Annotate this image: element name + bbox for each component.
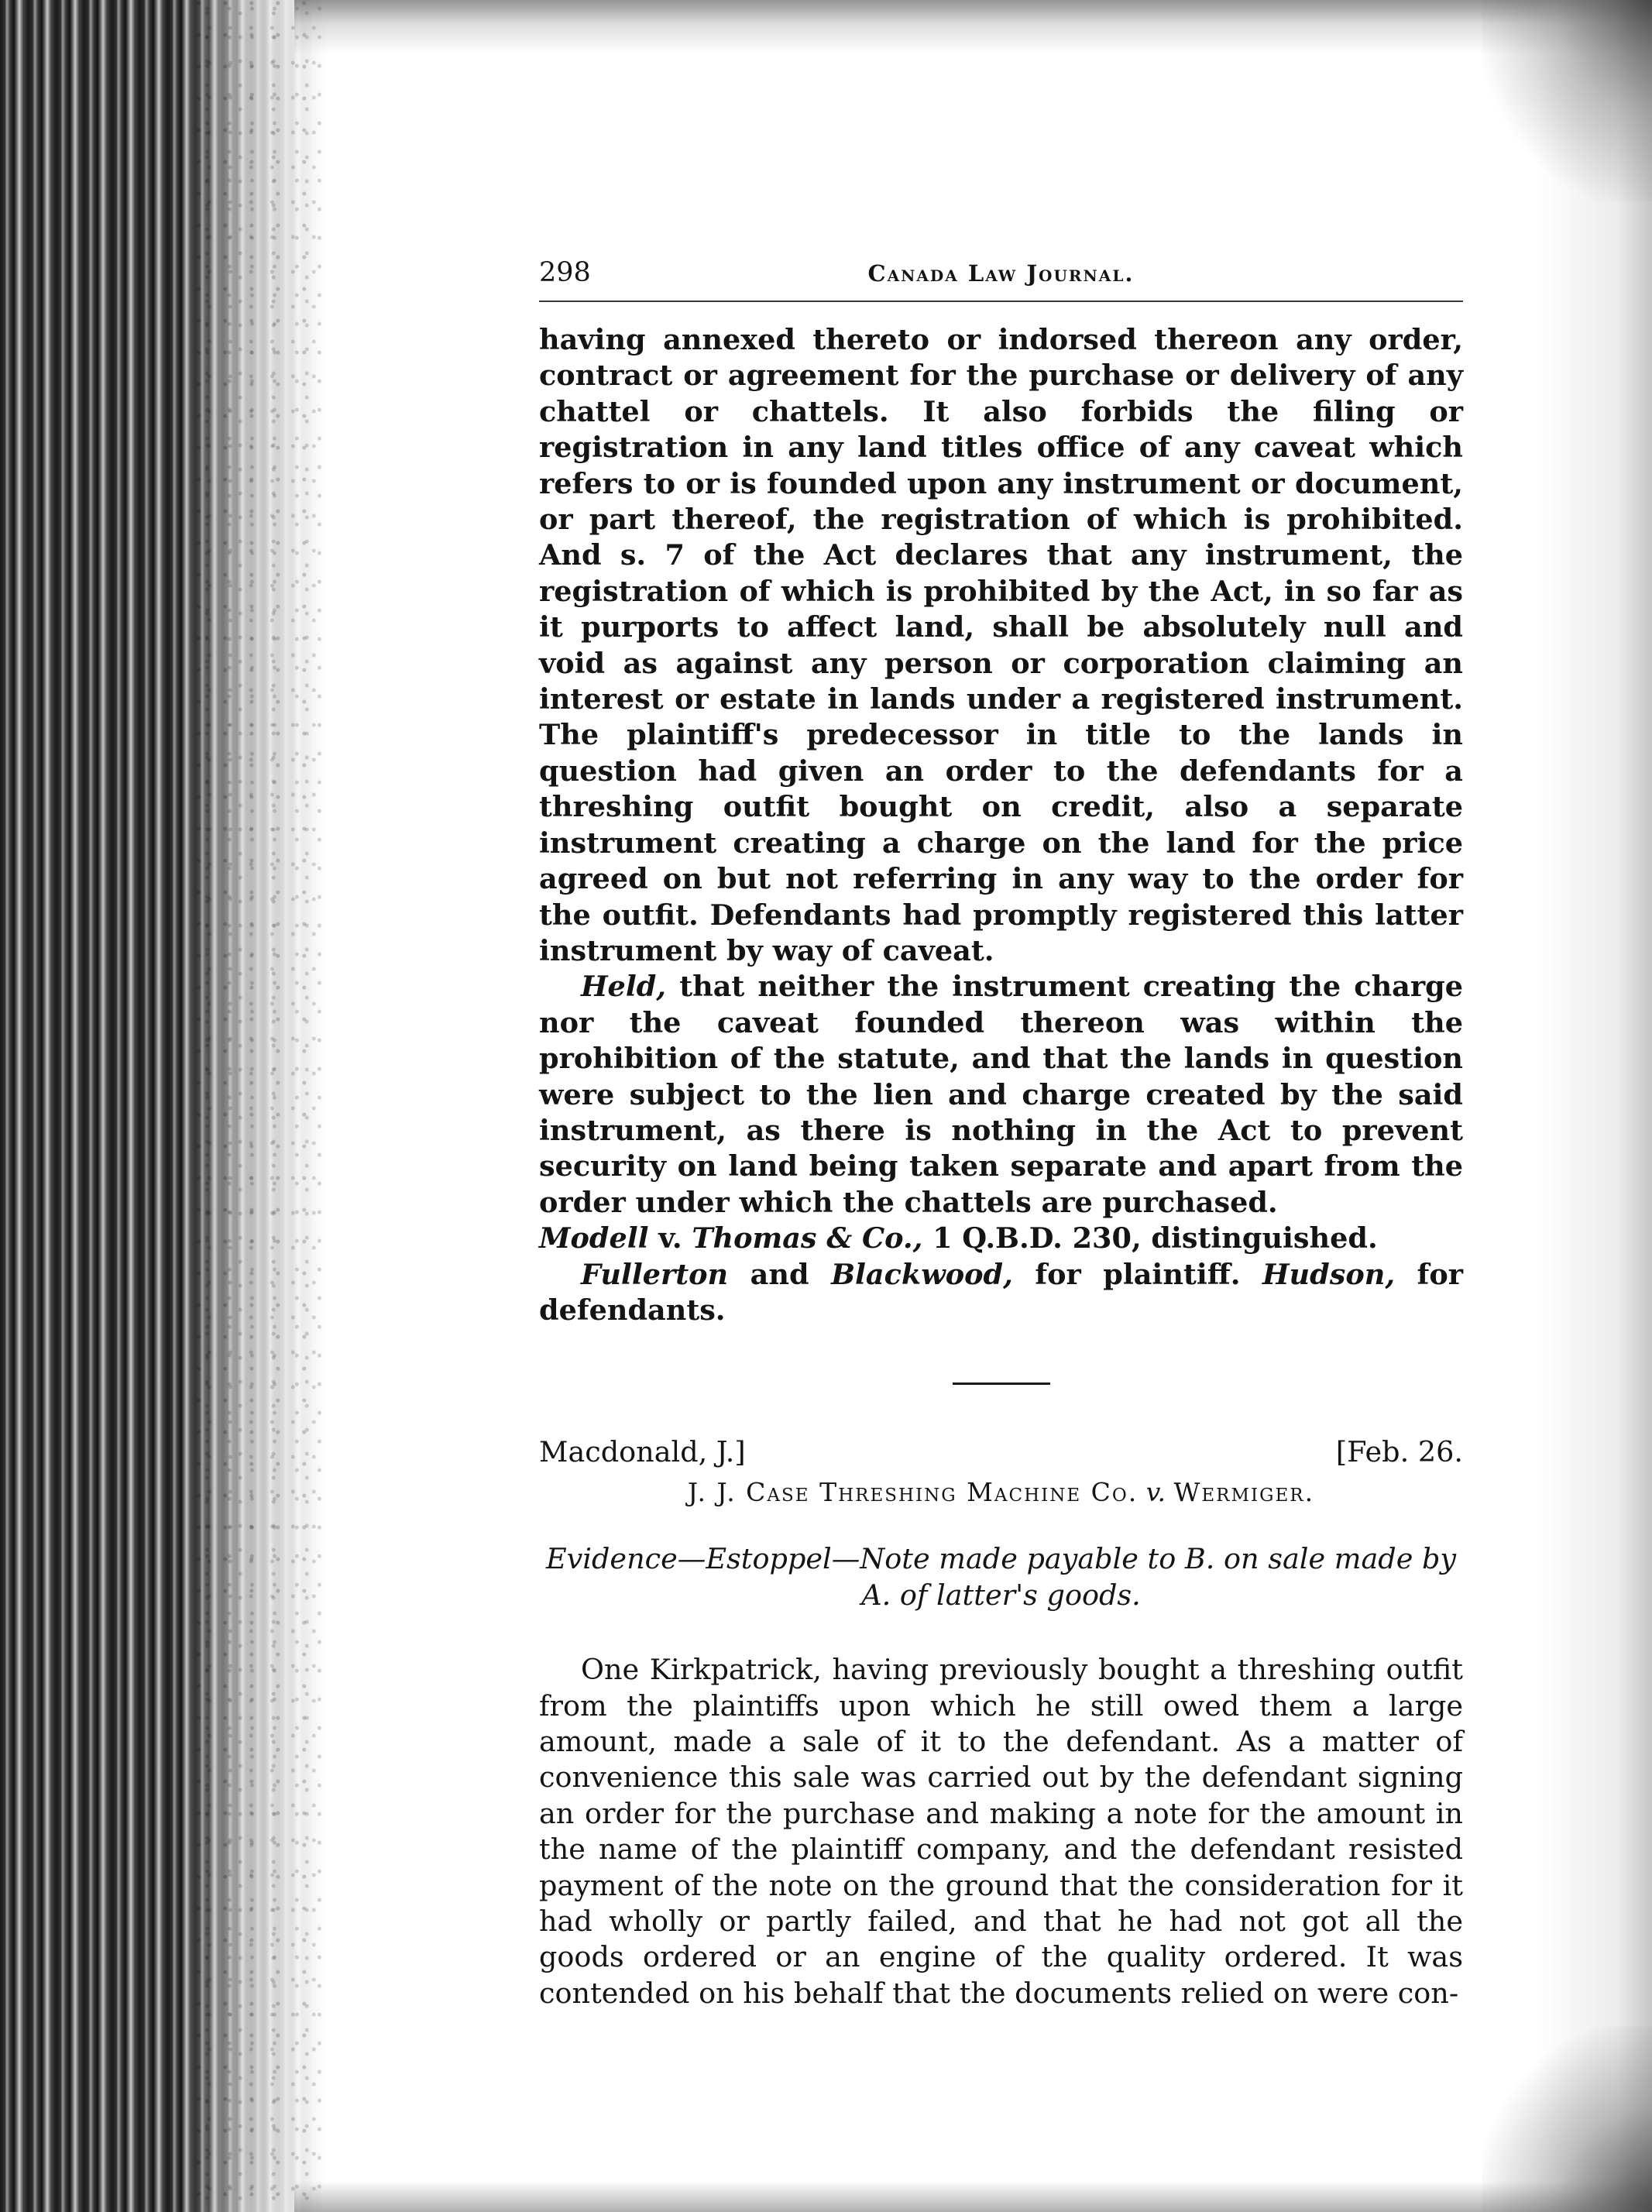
counsel-name-3: Hudson, bbox=[1262, 1257, 1396, 1291]
case2-date: [Feb. 26. bbox=[1335, 1435, 1463, 1469]
running-head: Canada Law Journal. bbox=[867, 260, 1135, 287]
case2-party-a: J. J. Case Threshing Machine Co. bbox=[687, 1477, 1139, 1508]
cited-case-a: Modell bbox=[539, 1221, 649, 1255]
scan-speckle bbox=[194, 0, 325, 2212]
headnote-line-2: A. of latter's goods. bbox=[861, 1578, 1141, 1612]
scan-bottom-edge bbox=[294, 2181, 1652, 2212]
counsel-for-plaintiff: for plaintiff. bbox=[1012, 1257, 1262, 1291]
counsel-and: and bbox=[728, 1257, 832, 1291]
section-divider bbox=[953, 1382, 1050, 1385]
held-label: Held, bbox=[581, 970, 667, 1004]
scan-corner-top-right bbox=[1482, 0, 1652, 201]
cited-rest: 1 Q.B.D. 230, distinguished. bbox=[922, 1221, 1378, 1255]
case1-counsel bbox=[539, 1257, 1463, 1329]
scan-top-edge bbox=[294, 0, 1652, 54]
case2-court-line bbox=[539, 1434, 1463, 1470]
case2-versus: v. bbox=[1138, 1477, 1174, 1508]
case2-headnote bbox=[539, 1541, 1463, 1613]
journal-page bbox=[539, 246, 1463, 2011]
case1-continuation: having annexed thereto or indorsed thereon any order, contract or agreement for the purchase or delivery of any chattel or chattels. It also forbids the filing or registration in any land titles office of any caveat which refers to or is founded upon any instrument or document, or part thereof, the registration of which is prohibited. And s. 7 of the Act declares that any instrument, the registration of which is prohibited by the Act, in so far as it purports to affect land, shall be absolutely null and void as against any person or corporation claiming an interest or estate in lands under a registered instrument. The plaintiff's predecessor in title to the lands in question had given an order to the defendants for a threshing outfit bought on credit, also a separate instrument creating a charge on the land for the price agreed on but not referring in any way to the order for the outfit. Defendants had promptly registered this latter instrument by way of caveat. bbox=[539, 323, 1463, 967]
header-rule bbox=[539, 301, 1463, 302]
case2-title bbox=[539, 1475, 1463, 1510]
held-text: that neither the instrument creating the charge nor the caveat founded thereon was within the prohibition of the statute, and that the lands in question were subject to the lien and charge created by the said instrument, as there is nothing in the Act to prevent security on land being taken separate and apart from the order under which the chattels are purchased. bbox=[539, 970, 1463, 1219]
counsel-name-2: Blackwood, bbox=[831, 1257, 1013, 1291]
cited-v: v. bbox=[648, 1221, 692, 1255]
case2-party-b: Wermiger. bbox=[1173, 1477, 1315, 1508]
page-body bbox=[539, 322, 1463, 2011]
counsel-for-defendants: for defendants. bbox=[539, 1257, 1463, 1327]
page-header bbox=[539, 246, 1463, 297]
page-number: 298 bbox=[539, 257, 591, 288]
cited-case-b: Thomas & Co., bbox=[692, 1221, 923, 1255]
case1-held-paragraph bbox=[539, 969, 1463, 1256]
case2-body: One Kirkpatrick, having previously bought a threshing outfit from the plaintiffs upon which he still owed them a large amount, made a sale of it to the defendant. As a matter of convenience this sale was carried out by the defendant signing an order for the purchase and making a note for the amount in the name of the plaintiff company, and the defendant resisted payment of the note on the ground that the consideration for it had wholly or partly failed, and that he had not got all the goods ordered or an engine of the quality ordered. It was contended on his behalf that the documents relied on were con- bbox=[539, 1653, 1463, 2010]
counsel-name-1: Fullerton bbox=[581, 1257, 729, 1291]
headnote-line-1: Evidence—Estoppel—Note made payable to B. on sale made by bbox=[545, 1542, 1457, 1576]
case2-judge: Macdonald, J.] bbox=[539, 1435, 746, 1469]
scan-right-edge bbox=[1536, 0, 1652, 2212]
